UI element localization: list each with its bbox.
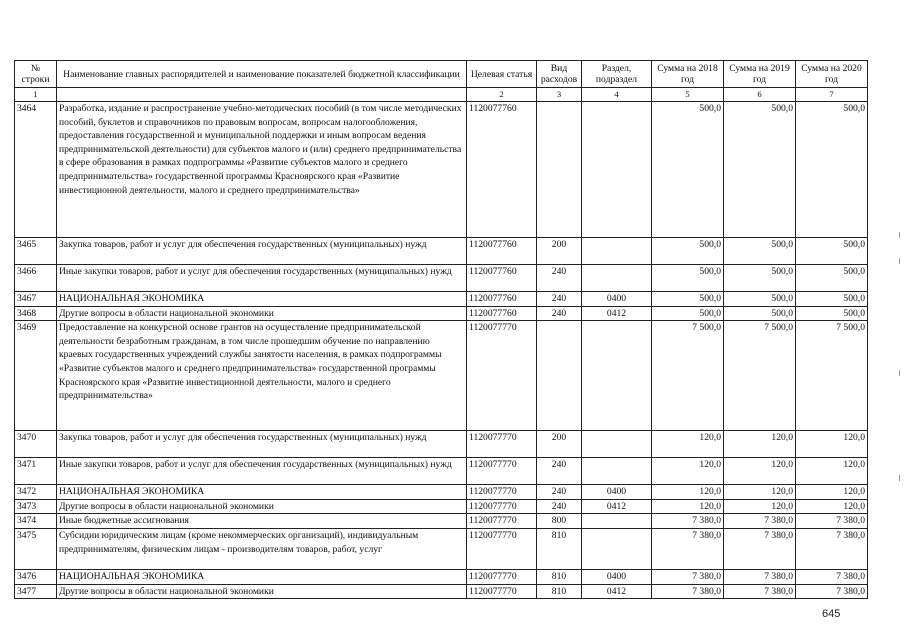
header-row-number: № строки — [15, 61, 57, 88]
row-expense-type-cell: 240 — [537, 458, 582, 485]
row-expense-type-cell: 200 — [537, 238, 582, 265]
row-name-cell: Иные закупки товаров, работ и услуг для обеспечения государственных (муниципальных) нужд — [57, 458, 467, 485]
row-sum-2019-cell: 7 380,0 — [724, 528, 796, 569]
table-row — [15, 321, 868, 431]
row-sum-2020-cell: 500,0 — [796, 265, 868, 292]
row-expense-type-cell — [537, 321, 582, 431]
row-target-article-cell: 1120077770 — [467, 458, 537, 485]
header-numbers-row — [15, 88, 868, 102]
row-sum-2018-cell: 500,0 — [652, 238, 724, 265]
row-section-cell: 0400 — [582, 569, 652, 584]
row-name-cell: Закупка товаров, работ и услуг для обеспечения государственных (муниципальных) нужд — [57, 238, 467, 265]
row-section-cell — [582, 321, 652, 431]
row-section-cell — [582, 102, 652, 238]
row-section-cell — [582, 528, 652, 569]
row-name-cell: Разработка, издание и распространение учебно-методических пособий (в том числе методических пособий, буклетов и справочников по правовым вопросам, вопросам налогообложения, предоставления государственной и муниципальной поддержки и иным вопросам ведения предпринимательской деятельности) для субъектов малого и (или) среднего предпринимательства в сфере образования в рамках подпрограммы «Развитие субъектов малого и среднего предпринимательства» государственной программы Красноярского края «Развитие инвестиционной деятельности, малого и среднего предпринимательства» — [57, 102, 467, 238]
row-target-article-cell: 1120077770 — [467, 528, 537, 569]
table-row — [15, 584, 868, 599]
row-number-cell: 3474 — [15, 514, 57, 529]
row-name-cell: Иные бюджетные ассигнования — [57, 514, 467, 529]
header-sum-2020: Сумма на 2020 год — [796, 61, 868, 88]
row-sum-2020-cell: 120,0 — [796, 431, 868, 458]
row-sum-2019-cell: 7 500,0 — [724, 321, 796, 431]
row-section-cell — [582, 458, 652, 485]
row-target-article-cell: 1120077770 — [467, 499, 537, 514]
row-sum-2020-cell: 120,0 — [796, 499, 868, 514]
row-sum-2020-cell: 500,0 — [796, 238, 868, 265]
row-name-cell: Иные закупки товаров, работ и услуг для обеспечения государственных (муниципальных) нужд — [57, 265, 467, 292]
row-expense-type-cell: 810 — [537, 569, 582, 584]
row-section-cell: 0400 — [582, 485, 652, 500]
row-target-article-cell: 1120077760 — [467, 265, 537, 292]
row-name-cell: НАЦИОНАЛЬНАЯ ЭКОНОМИКА — [57, 292, 467, 307]
row-sum-2020-cell: 7 380,0 — [796, 584, 868, 599]
header-row — [15, 61, 868, 88]
row-name-cell: Закупка товаров, работ и услуг для обеспечения государственных (муниципальных) нужд — [57, 431, 467, 458]
row-name-cell: Субсидии юридическим лицам (кроме некоммерческих организаций), индивидуальным предпринимателям, физическим лицам - производителям товаров, работ, услуг — [57, 528, 467, 569]
row-sum-2020-cell: 7 380,0 — [796, 569, 868, 584]
margin-mark — [899, 258, 900, 264]
table-row — [15, 485, 868, 500]
row-sum-2018-cell: 500,0 — [652, 306, 724, 321]
row-sum-2019-cell: 7 380,0 — [724, 584, 796, 599]
table-row — [15, 292, 868, 307]
margin-mark — [899, 232, 900, 238]
row-target-article-cell: 1120077760 — [467, 238, 537, 265]
row-number-cell: 3477 — [15, 584, 57, 599]
row-name-cell: Другие вопросы в области национальной экономики — [57, 499, 467, 514]
row-expense-type-cell: 240 — [537, 499, 582, 514]
row-expense-type-cell: 810 — [537, 528, 582, 569]
row-sum-2019-cell: 7 380,0 — [724, 569, 796, 584]
row-target-article-cell: 1120077770 — [467, 431, 537, 458]
row-number-cell: 3471 — [15, 458, 57, 485]
row-number-cell: 3475 — [15, 528, 57, 569]
header-col-number: 4 — [582, 88, 652, 102]
row-sum-2019-cell: 500,0 — [724, 265, 796, 292]
row-sum-2020-cell: 7 380,0 — [796, 528, 868, 569]
row-number-cell: 3465 — [15, 238, 57, 265]
row-sum-2019-cell: 500,0 — [724, 102, 796, 238]
header-expense-type: Вид расходов — [537, 61, 582, 88]
row-expense-type-cell: 200 — [537, 431, 582, 458]
row-number-cell: 3466 — [15, 265, 57, 292]
table-row — [15, 431, 868, 458]
row-section-cell — [582, 238, 652, 265]
row-expense-type-cell: 240 — [537, 306, 582, 321]
budget-table — [14, 60, 868, 599]
row-target-article-cell: 1120077760 — [467, 102, 537, 238]
row-sum-2020-cell: 7 500,0 — [796, 321, 868, 431]
header-col-number: 6 — [724, 88, 796, 102]
row-sum-2018-cell: 7 500,0 — [652, 321, 724, 431]
row-section-cell: 0412 — [582, 499, 652, 514]
row-sum-2019-cell: 120,0 — [724, 499, 796, 514]
table-row — [15, 528, 868, 569]
row-name-cell: Другие вопросы в области национальной экономики — [57, 584, 467, 599]
row-sum-2018-cell: 500,0 — [652, 102, 724, 238]
row-number-cell: 3464 — [15, 102, 57, 238]
table-row — [15, 569, 868, 584]
row-sum-2019-cell: 120,0 — [724, 458, 796, 485]
row-sum-2019-cell: 500,0 — [724, 238, 796, 265]
header-col-number: 5 — [652, 88, 724, 102]
table-row — [15, 499, 868, 514]
margin-mark — [899, 370, 900, 376]
header-col-number: 7 — [796, 88, 868, 102]
row-sum-2018-cell: 7 380,0 — [652, 569, 724, 584]
row-section-cell — [582, 265, 652, 292]
row-sum-2020-cell: 500,0 — [796, 292, 868, 307]
table-row — [15, 238, 868, 265]
row-name-cell: НАЦИОНАЛЬНАЯ ЭКОНОМИКА — [57, 569, 467, 584]
header-sum-2018: Сумма на 2018 год — [652, 61, 724, 88]
row-number-cell: 3468 — [15, 306, 57, 321]
row-number-cell: 3476 — [15, 569, 57, 584]
table-row — [15, 306, 868, 321]
row-sum-2018-cell: 7 380,0 — [652, 514, 724, 529]
row-sum-2019-cell: 500,0 — [724, 292, 796, 307]
row-target-article-cell: 1120077770 — [467, 485, 537, 500]
row-sum-2018-cell: 120,0 — [652, 458, 724, 485]
row-section-cell — [582, 514, 652, 529]
row-number-cell: 3467 — [15, 292, 57, 307]
header-name: Наименование главных распорядителей и наименование показателей бюджетной классификации — [57, 61, 467, 88]
row-sum-2019-cell: 120,0 — [724, 485, 796, 500]
row-sum-2020-cell: 120,0 — [796, 458, 868, 485]
header-col-number: 3 — [537, 88, 582, 102]
row-sum-2018-cell: 120,0 — [652, 499, 724, 514]
row-section-cell: 0412 — [582, 584, 652, 599]
row-sum-2018-cell: 7 380,0 — [652, 584, 724, 599]
row-section-cell: 0400 — [582, 292, 652, 307]
row-sum-2020-cell: 500,0 — [796, 306, 868, 321]
row-expense-type-cell: 240 — [537, 485, 582, 500]
row-sum-2019-cell: 500,0 — [724, 306, 796, 321]
row-expense-type-cell: 800 — [537, 514, 582, 529]
row-name-cell: Предоставление на конкурсной основе грантов на осуществление предпринимательской деятельности безработным гражданам, в том числе прошедшим обучение по направлению краевых государственных учреждений службы занятости населения, в рамках подпрограммы «Развитие субъектов малого и среднего предпринимательства» государственной программы Красноярского края «Развитие инвестиционной деятельности, малого и среднего предпринимательства» — [57, 321, 467, 431]
table-row — [15, 102, 868, 238]
header-col-number: 1 — [15, 88, 57, 102]
row-section-cell — [582, 431, 652, 458]
row-section-cell: 0412 — [582, 306, 652, 321]
row-sum-2020-cell: 500,0 — [796, 102, 868, 238]
row-sum-2018-cell: 7 380,0 — [652, 528, 724, 569]
table-body — [15, 102, 868, 599]
row-name-cell: НАЦИОНАЛЬНАЯ ЭКОНОМИКА — [57, 485, 467, 500]
header-col-number — [57, 88, 467, 102]
row-target-article-cell: 1120077770 — [467, 321, 537, 431]
row-expense-type-cell: 240 — [537, 265, 582, 292]
row-sum-2018-cell: 500,0 — [652, 292, 724, 307]
margin-mark — [899, 475, 900, 481]
header-section: Раздел, подраздел — [582, 61, 652, 88]
row-sum-2018-cell: 120,0 — [652, 485, 724, 500]
page-number: 645 — [822, 608, 841, 620]
row-target-article-cell: 1120077760 — [467, 292, 537, 307]
row-expense-type-cell — [537, 102, 582, 238]
row-name-cell: Другие вопросы в области национальной экономики — [57, 306, 467, 321]
row-target-article-cell: 1120077760 — [467, 306, 537, 321]
row-sum-2020-cell: 120,0 — [796, 485, 868, 500]
table-row — [15, 458, 868, 485]
row-sum-2020-cell: 7 380,0 — [796, 514, 868, 529]
header-sum-2019: Сумма на 2019 год — [724, 61, 796, 88]
row-expense-type-cell: 810 — [537, 584, 582, 599]
row-sum-2018-cell: 120,0 — [652, 431, 724, 458]
row-sum-2019-cell: 120,0 — [724, 431, 796, 458]
row-target-article-cell: 1120077770 — [467, 514, 537, 529]
header-col-number: 2 — [467, 88, 537, 102]
row-expense-type-cell: 240 — [537, 292, 582, 307]
row-sum-2019-cell: 7 380,0 — [724, 514, 796, 529]
row-target-article-cell: 1120077770 — [467, 569, 537, 584]
table-row — [15, 265, 868, 292]
row-number-cell: 3469 — [15, 321, 57, 431]
row-sum-2018-cell: 500,0 — [652, 265, 724, 292]
row-target-article-cell: 1120077770 — [467, 584, 537, 599]
header-target-article: Целевая статья — [467, 61, 537, 88]
row-number-cell: 3472 — [15, 485, 57, 500]
row-number-cell: 3470 — [15, 431, 57, 458]
row-number-cell: 3473 — [15, 499, 57, 514]
table-row — [15, 514, 868, 529]
